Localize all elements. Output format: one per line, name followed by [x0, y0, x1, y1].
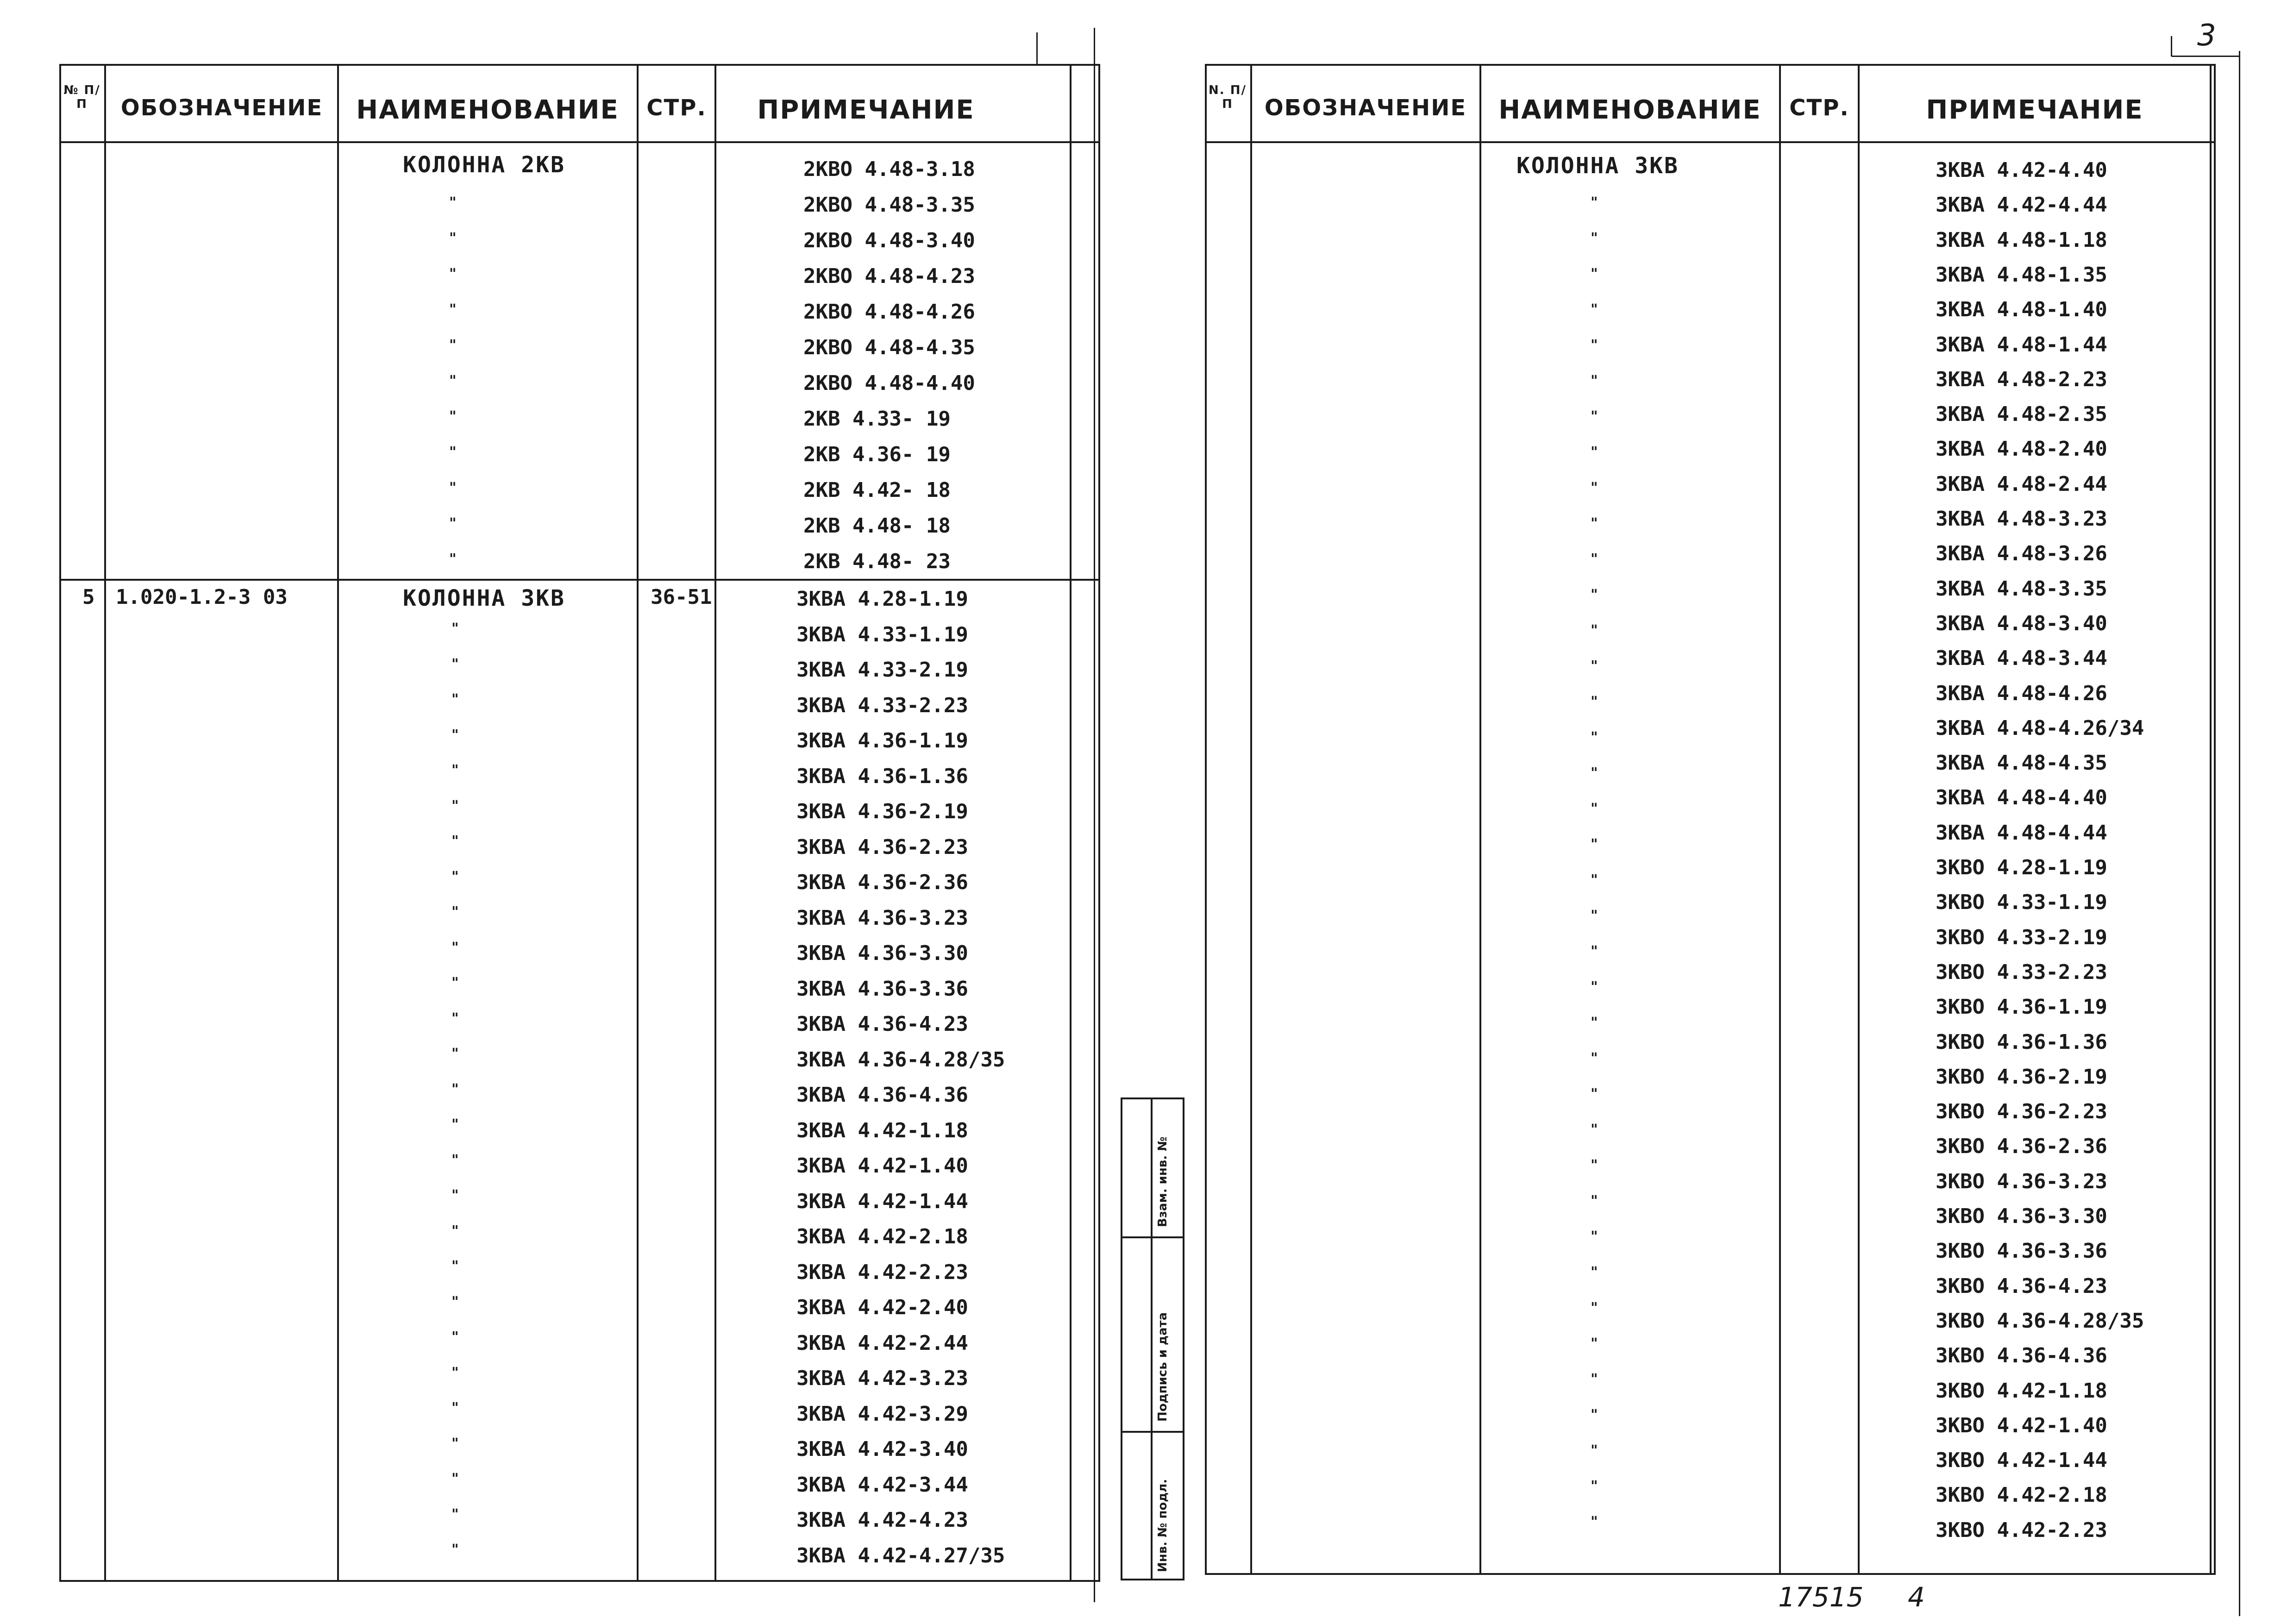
right-col-line-5 [2210, 64, 2212, 1573]
corner-page-number: 3 [2197, 19, 2216, 53]
note-row: 3КВА 4.33-2.23 [796, 693, 968, 717]
ditto-mark: " [449, 551, 457, 567]
note-row: 3КВА 4.48-1.35 [1936, 263, 2107, 287]
note-row: 2КВ 4.48- 23 [803, 550, 951, 573]
ditto-mark: " [1591, 1478, 1598, 1494]
ditto-mark: " [1591, 1442, 1598, 1459]
ditto-mark: " [1591, 943, 1598, 959]
ditto-mark: " [1591, 622, 1598, 639]
ditto-mark: " [451, 1506, 459, 1523]
note-row: 3КВА 4.36-3.36 [796, 977, 968, 1001]
ditto-mark: " [1591, 1229, 1598, 1245]
ditto-mark: " [449, 230, 457, 246]
right-header-name: НАИМЕНОВАНИЕ [1498, 95, 1761, 125]
ditto-mark: " [1591, 373, 1598, 389]
item5-page: 36-51 [651, 585, 712, 609]
ditto-mark: " [1591, 1514, 1598, 1530]
note-row: 3КВА 4.48-1.40 [1936, 298, 2107, 322]
right-header-divider [1205, 141, 2214, 143]
note-row: 3КВА 4.42-2.23 [796, 1260, 968, 1284]
ditto-mark: " [449, 515, 457, 532]
note-row: 3КВО 4.36-4.28/35 [1936, 1309, 2144, 1333]
note-row: 2КВО 4.48-4.40 [803, 371, 975, 395]
ditto-mark: " [451, 621, 459, 637]
note-row: 3КВА 4.48-4.26 [1936, 681, 2107, 705]
left-col-line-2 [337, 64, 339, 1580]
ditto-mark: " [1591, 1300, 1598, 1316]
ditto-mark: " [1591, 1193, 1598, 1209]
note-row: 3КВА 4.42-2.40 [796, 1296, 968, 1319]
right-col-line-3 [1779, 64, 1781, 1573]
ditto-mark: " [451, 1364, 459, 1381]
ditto-mark: " [451, 1187, 459, 1204]
note-row: 3КВА 4.48-3.40 [1936, 611, 2107, 635]
right-margin-line [2239, 51, 2240, 1616]
right-name: КОЛОННА 3КВ [1516, 153, 1679, 179]
ditto-mark: " [451, 727, 459, 743]
ditto-mark: " [451, 1329, 459, 1345]
note-row: 3КВО 4.36-4.23 [1936, 1274, 2107, 1298]
ditto-mark: " [1591, 694, 1598, 710]
note-row: 3КВА 4.36-2.19 [796, 800, 968, 823]
note-row: 3КВА 4.36-4.36 [796, 1083, 968, 1107]
note-row: 3КВА 4.42-4.40 [1936, 158, 2107, 182]
left-top-tick [1036, 32, 1038, 65]
note-row: 3КВА 4.42-4.27/35 [796, 1543, 1005, 1568]
ditto-mark: " [1591, 230, 1598, 246]
note-row: 3КВА 4.42-2.44 [796, 1331, 968, 1355]
note-row: 3КВА 4.48-2.40 [1936, 437, 2107, 461]
note-row: 3КВО 4.42-1.40 [1936, 1413, 2107, 1437]
ditto-mark: " [1591, 836, 1598, 853]
ditto-mark: " [1591, 1122, 1598, 1138]
note-row: 3КВА 4.33-2.19 [796, 658, 968, 682]
note-row: 3КВО 4.36-2.36 [1936, 1135, 2107, 1159]
ditto-mark: " [451, 833, 459, 849]
note-row: 3КВО 4.42-1.18 [1936, 1379, 2107, 1403]
note-row: 3КВО 4.36-1.19 [1936, 995, 2107, 1019]
note-row: 3КВО 4.36-1.36 [1936, 1030, 2107, 1054]
ditto-mark: " [451, 1152, 459, 1168]
note-row: 3КВА 4.48-2.35 [1936, 402, 2107, 426]
ditto-mark: " [451, 1435, 459, 1452]
note-row: 3КВО 4.36-3.30 [1936, 1204, 2107, 1228]
footer-number: 17515 [1778, 1581, 1864, 1613]
ditto-mark: " [449, 266, 457, 282]
ditto-mark: " [451, 975, 459, 991]
right-header-num: N. П/П [1209, 83, 1247, 111]
stamp-inv: Инв. № подл. [1156, 1479, 1170, 1572]
note-row: 3КВА 4.48-1.44 [1936, 332, 2107, 357]
note-row: 3КВА 4.42-3.40 [796, 1437, 968, 1461]
ditto-mark: " [451, 1542, 459, 1558]
right-top-tick [2171, 36, 2172, 56]
ditto-mark: " [1591, 872, 1598, 888]
right-col-line-2 [1479, 64, 1481, 1573]
note-row: 3КВА 4.48-4.35 [1936, 751, 2107, 775]
ditto-mark: " [1591, 908, 1598, 924]
note-row: 3КВА 4.36-3.23 [796, 906, 968, 930]
ditto-mark: " [1591, 444, 1598, 460]
note-row: 2КВО 4.48-4.35 [803, 336, 975, 359]
note-row: 3КВО 4.42-2.18 [1936, 1483, 2107, 1507]
ditto-mark: " [1591, 551, 1598, 567]
ditto-mark: " [449, 337, 457, 353]
left-binding-edge [1094, 28, 1095, 1602]
left-col-line-1 [104, 64, 106, 1580]
note-row: 2КВ 4.33- 19 [803, 407, 951, 431]
item5-num: 5 [82, 585, 95, 609]
footer-sheet: 4 [1908, 1581, 1925, 1613]
stamp-frame [1121, 1097, 1184, 1580]
ditto-mark: " [451, 939, 459, 956]
note-row: 3КВА 4.42-4.44 [1936, 193, 2107, 217]
ditto-mark: " [1591, 729, 1598, 746]
note-row: 3КВА 4.48-3.35 [1936, 577, 2107, 601]
note-row: 3КВА 4.36-4.28/35 [796, 1047, 1005, 1072]
note-row: 3КВО 4.28-1.19 [1936, 856, 2107, 879]
note-row: 3КВА 4.36-1.19 [796, 729, 968, 752]
note-row: 3КВО 4.36-4.36 [1936, 1344, 2107, 1368]
ditto-mark: " [451, 1471, 459, 1487]
left-header-note: ПРИМЕЧАНИЕ [757, 95, 975, 125]
note-row: 3КВО 4.36-2.23 [1936, 1100, 2107, 1124]
note-row: 3КВА 4.42-4.23 [796, 1508, 968, 1532]
ditto-mark: " [451, 691, 459, 708]
item5-designation: 1.020-1.2-3 03 [116, 585, 288, 609]
note-row: 3КВА 4.48-4.26/34 [1936, 716, 2144, 740]
note-row: 3КВА 4.42-1.44 [796, 1189, 968, 1213]
note-row: 2КВО 4.48-3.18 [803, 157, 975, 181]
note-row: 3КВО 4.36-3.36 [1936, 1239, 2107, 1263]
ditto-mark: " [451, 868, 459, 885]
note-row: 2КВО 4.48-4.26 [803, 300, 975, 324]
ditto-mark: " [451, 1293, 459, 1310]
ditto-mark: " [451, 1081, 459, 1097]
note-row: 3КВО 4.42-1.44 [1936, 1448, 2107, 1473]
ditto-mark: " [1591, 1371, 1598, 1387]
right-header-page: СТР. [1789, 95, 1849, 121]
ditto-mark: " [1591, 301, 1598, 318]
note-row: 3КВО 4.36-3.23 [1936, 1169, 2107, 1193]
ditto-mark: " [451, 1046, 459, 1062]
ditto-mark: " [1591, 1264, 1598, 1280]
note-row: 3КВА 4.42-1.18 [796, 1118, 968, 1142]
ditto-mark: " [1591, 337, 1598, 353]
left-header-designation: ОБОЗНАЧЕНИЕ [120, 95, 323, 121]
ditto-mark: " [1591, 266, 1598, 282]
ditto-mark: " [1591, 480, 1598, 496]
ditto-mark: " [1591, 765, 1598, 781]
note-row: 3КВО 4.33-1.19 [1936, 890, 2107, 915]
note-row: 3КВО 4.33-2.23 [1936, 960, 2107, 984]
note-row: 3КВА 4.28-1.19 [796, 587, 968, 611]
ditto-mark: " [451, 904, 459, 920]
note-row: 3КВА 4.36-4.23 [796, 1012, 968, 1036]
left-col-line-3 [637, 64, 639, 1580]
note-row: 3КВА 4.48-3.44 [1936, 646, 2107, 671]
stamp-row-2 [1121, 1431, 1183, 1433]
ditto-mark: " [1591, 515, 1598, 532]
left-header-num: № П/П [63, 83, 100, 111]
note-row: 2КВ 4.48- 18 [803, 514, 951, 538]
note-row: 2КВ 4.42- 18 [803, 478, 951, 502]
note-row: 3КВА 4.42-3.23 [796, 1367, 968, 1390]
right-header-designation: ОБОЗНАЧЕНИЕ [1264, 95, 1467, 121]
ditto-mark: " [451, 1400, 459, 1416]
ditto-mark: " [1591, 1015, 1598, 1031]
ditto-mark: " [1591, 1336, 1598, 1352]
ditto-mark: " [449, 194, 457, 211]
note-row: 2КВО 4.48-4.23 [803, 264, 975, 288]
ditto-mark: " [451, 1116, 459, 1133]
left-top-name: КОЛОННА 2КВ [403, 152, 565, 178]
note-row: 2КВО 4.48-3.40 [803, 229, 975, 252]
ditto-mark: " [449, 408, 457, 425]
ditto-mark: " [1591, 587, 1598, 603]
ditto-mark: " [1591, 658, 1598, 674]
note-row: 3КВА 4.48-4.44 [1936, 821, 2107, 845]
note-row: 3КВА 4.42-3.44 [796, 1473, 968, 1497]
note-row: 3КВО 4.42-2.23 [1936, 1518, 2107, 1542]
right-header-note: ПРИМЕЧАНИЕ [1926, 95, 2143, 125]
note-row: 3КВО 4.36-2.19 [1936, 1065, 2107, 1089]
note-row: 2КВ 4.36- 19 [803, 443, 951, 466]
note-row: 3КВА 4.48-1.18 [1936, 228, 2107, 252]
note-row: 3КВА 4.42-3.29 [796, 1402, 968, 1426]
stamp-sign: Подпись и дата [1156, 1312, 1170, 1422]
left-col-line-4 [714, 64, 716, 1580]
left-col-line-5 [1070, 64, 1072, 1580]
note-row: 3КВА 4.36-1.36 [796, 764, 968, 788]
stamp-row-1 [1121, 1236, 1183, 1238]
note-row: 3КВА 4.36-3.30 [796, 941, 968, 965]
ditto-mark: " [1591, 1086, 1598, 1102]
ditto-mark: " [449, 373, 457, 389]
note-row: 3КВА 4.42-2.18 [796, 1225, 968, 1248]
note-row: 3КВА 4.48-4.40 [1936, 786, 2107, 810]
ditto-mark: " [1591, 979, 1598, 995]
left-row-divider [59, 579, 1098, 581]
right-col-line-4 [1858, 64, 1860, 1573]
ditto-mark: " [451, 797, 459, 814]
stamp-vzam: Взам. инв. № [1156, 1136, 1170, 1227]
note-row: 3КВА 4.33-1.19 [796, 622, 968, 646]
left-header-divider [59, 141, 1098, 143]
item5-name: КОЛОННА 3КВ [403, 585, 565, 611]
right-col-line-1 [1250, 64, 1252, 1573]
ditto-mark: " [1591, 408, 1598, 425]
left-header-page: СТР. [646, 95, 707, 121]
ditto-mark: " [1591, 194, 1598, 211]
ditto-mark: " [449, 444, 457, 460]
note-row: 3КВА 4.48-2.44 [1936, 472, 2107, 496]
note-row: 3КВА 4.48-3.26 [1936, 542, 2107, 566]
note-row: 3КВА 4.42-1.40 [796, 1154, 968, 1178]
note-row: 3КВА 4.48-3.23 [1936, 507, 2107, 531]
ditto-mark: " [451, 656, 459, 672]
ditto-mark: " [449, 301, 457, 318]
note-row: 3КВА 4.36-2.23 [796, 835, 968, 859]
stamp-col-line [1151, 1097, 1153, 1579]
ditto-mark: " [451, 1010, 459, 1027]
note-row: 2КВО 4.48-3.35 [803, 193, 975, 217]
ditto-mark: " [1591, 1157, 1598, 1173]
note-row: 3КВА 4.48-2.23 [1936, 367, 2107, 391]
ditto-mark: " [449, 480, 457, 496]
ditto-mark: " [451, 1223, 459, 1239]
ditto-mark: " [1591, 801, 1598, 817]
ditto-mark: " [451, 1258, 459, 1274]
note-row: 3КВА 4.36-2.36 [796, 871, 968, 894]
note-row: 3КВО 4.33-2.19 [1936, 925, 2107, 949]
left-header-name: НАИМЕНОВАНИЕ [356, 95, 619, 125]
right-top-line [2172, 56, 2239, 57]
ditto-mark: " [1591, 1407, 1598, 1423]
ditto-mark: " [1591, 1050, 1598, 1066]
ditto-mark: " [451, 762, 459, 778]
